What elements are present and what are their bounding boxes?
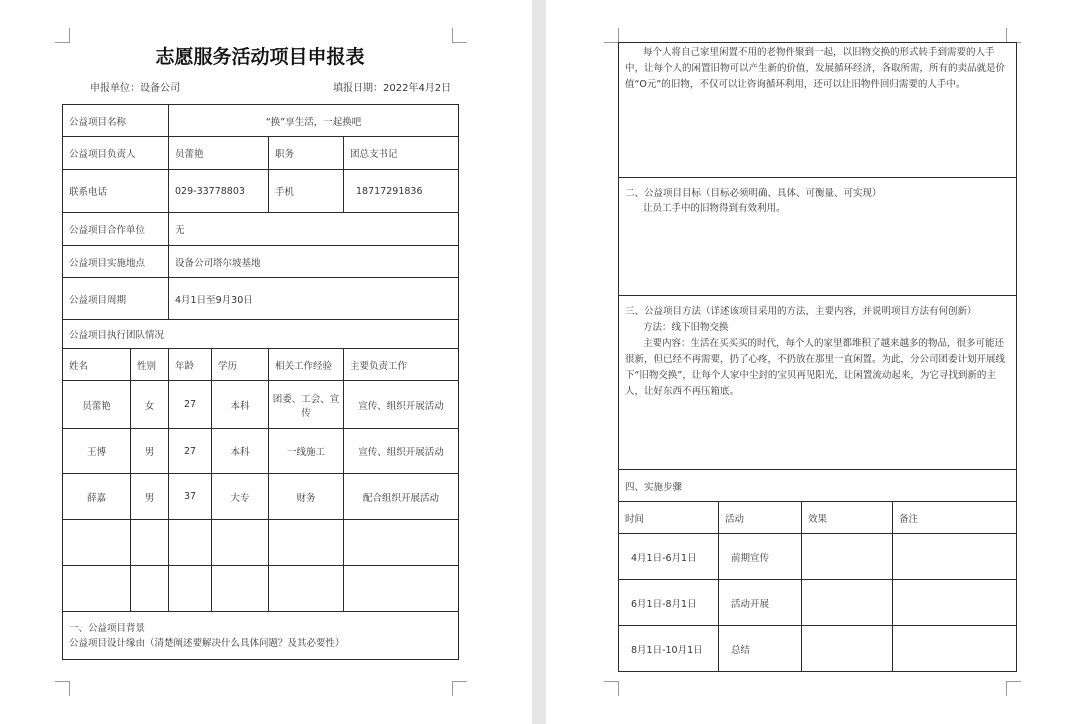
team-cell-empty[interactable] bbox=[269, 566, 344, 612]
steps-cell[interactable]: 6月1日-8月1日 bbox=[619, 580, 719, 626]
team-cell-empty[interactable] bbox=[212, 566, 269, 612]
crop-mark bbox=[1006, 28, 1021, 43]
row-phone bbox=[63, 170, 459, 213]
leader-label: 公益项目负责人 bbox=[63, 137, 169, 170]
team-cell[interactable]: 王博 bbox=[63, 429, 131, 474]
steps-cell[interactable] bbox=[802, 534, 893, 580]
team-cell[interactable]: 薛嘉 bbox=[63, 474, 131, 520]
team-cell[interactable]: 配合组织开展活动 bbox=[344, 474, 459, 520]
application-form-table bbox=[62, 104, 459, 660]
row-background-text bbox=[619, 43, 1017, 178]
steps-heading: 四、实施步骤 bbox=[619, 470, 1017, 502]
steps-cell[interactable]: 总结 bbox=[719, 626, 802, 672]
partner-label: 公益项目合作单位 bbox=[63, 213, 169, 246]
goal-text: 让员工手中的旧物得到有效利用。 bbox=[643, 203, 786, 214]
steps-col-effect: 效果 bbox=[802, 502, 893, 534]
steps-cell[interactable] bbox=[893, 580, 1017, 626]
location-label: 公益项目实施地点 bbox=[63, 246, 169, 278]
team-cell-empty[interactable] bbox=[169, 520, 212, 566]
team-cell[interactable]: 27 bbox=[169, 429, 212, 474]
mobile-value[interactable]: 18717291836 bbox=[344, 170, 459, 213]
partner-value[interactable]: 无 bbox=[169, 213, 459, 246]
team-col-duty: 主要负责工作 bbox=[344, 349, 459, 381]
page-1 bbox=[0, 0, 532, 724]
team-row-empty bbox=[63, 566, 459, 612]
leader-value[interactable]: 员蕾艳 bbox=[169, 137, 269, 170]
team-cell-empty[interactable] bbox=[344, 520, 459, 566]
phone-value[interactable]: 029-33778803 bbox=[169, 170, 269, 213]
background-cell bbox=[63, 612, 459, 660]
steps-cell[interactable] bbox=[802, 580, 893, 626]
row-partner bbox=[63, 213, 459, 246]
row-location bbox=[63, 246, 459, 278]
page-2 bbox=[546, 0, 1080, 724]
row-goal bbox=[619, 178, 1017, 296]
method-cell[interactable] bbox=[619, 296, 1017, 470]
team-cell[interactable]: 27 bbox=[169, 381, 212, 429]
steps-row bbox=[619, 580, 1017, 626]
steps-cell[interactable] bbox=[802, 626, 893, 672]
team-row bbox=[63, 381, 459, 429]
team-cell-empty[interactable] bbox=[131, 566, 169, 612]
application-form-table-continued bbox=[618, 42, 1017, 672]
phone-label: 联系电话 bbox=[63, 170, 169, 213]
team-cell-empty[interactable] bbox=[212, 520, 269, 566]
crop-mark bbox=[452, 681, 467, 696]
team-col-education: 学历 bbox=[212, 349, 269, 381]
team-cell[interactable]: 团委、工会、宣传 bbox=[269, 381, 344, 429]
team-row bbox=[63, 474, 459, 520]
steps-row bbox=[619, 626, 1017, 672]
steps-cell[interactable] bbox=[893, 534, 1017, 580]
steps-header-row bbox=[619, 502, 1017, 534]
steps-col-activity: 活动 bbox=[719, 502, 802, 534]
team-cell[interactable]: 宣传、组织开展活动 bbox=[344, 429, 459, 474]
team-col-gender: 性别 bbox=[131, 349, 169, 381]
team-row bbox=[63, 429, 459, 474]
steps-col-time: 时间 bbox=[619, 502, 719, 534]
team-cell[interactable]: 男 bbox=[131, 474, 169, 520]
crop-mark bbox=[1006, 681, 1021, 696]
period-value[interactable]: 4月1日至9月30日 bbox=[169, 278, 459, 320]
background-text-cell[interactable] bbox=[619, 43, 1017, 178]
team-cell-empty[interactable] bbox=[169, 566, 212, 612]
team-cell[interactable]: 大专 bbox=[212, 474, 269, 520]
team-header-row bbox=[63, 349, 459, 381]
team-row-empty bbox=[63, 520, 459, 566]
team-cell[interactable]: 37 bbox=[169, 474, 212, 520]
row-method bbox=[619, 296, 1017, 470]
steps-cell[interactable]: 4月1日-6月1日 bbox=[619, 534, 719, 580]
team-cell[interactable]: 本科 bbox=[212, 381, 269, 429]
crop-mark bbox=[55, 28, 70, 43]
steps-cell[interactable]: 活动开展 bbox=[719, 580, 802, 626]
steps-col-note: 备注 bbox=[893, 502, 1017, 534]
row-background-heading bbox=[63, 612, 459, 660]
period-label: 公益项目周期 bbox=[63, 278, 169, 320]
steps-row bbox=[619, 534, 1017, 580]
team-col-name: 姓名 bbox=[63, 349, 131, 381]
row-period bbox=[63, 278, 459, 320]
team-cell-empty[interactable] bbox=[344, 566, 459, 612]
team-cell-empty[interactable] bbox=[63, 520, 131, 566]
page-gutter bbox=[532, 0, 546, 724]
team-col-age: 年龄 bbox=[169, 349, 212, 381]
fill-date: 填报日期：2022年4月2日 bbox=[333, 83, 452, 94]
team-cell-empty[interactable] bbox=[63, 566, 131, 612]
method-content: 主要内容：生活在买买买的时代，每个人的家里都堆积了越来越多的物品，很多可能还很新，但已经不再需要，扔了心疼，不扔放在那里一直闲置。为此，分公司团委计划开展线下“旧物交换”，让每个人家中尘封的宝贝再见阳光，让闲置流动起来，为它寻找到新的主人，让好东西不再压箱底。 bbox=[625, 338, 1006, 397]
position-value[interactable]: 团总支书记 bbox=[344, 137, 459, 170]
steps-cell[interactable] bbox=[893, 626, 1017, 672]
team-cell-empty[interactable] bbox=[131, 520, 169, 566]
team-section-label: 公益项目执行团队情况 bbox=[63, 320, 459, 349]
crop-mark bbox=[55, 681, 70, 696]
crop-mark bbox=[604, 681, 619, 696]
row-project-name bbox=[63, 105, 459, 137]
crop-mark bbox=[452, 28, 467, 43]
row-team-title bbox=[63, 320, 459, 349]
method-line: 方法：线下旧物交换 bbox=[643, 322, 729, 333]
mobile-label: 手机 bbox=[269, 170, 344, 213]
location-value[interactable]: 设备公司塔尔坡基地 bbox=[169, 246, 459, 278]
team-cell[interactable]: 男 bbox=[131, 429, 169, 474]
position-label: 职务 bbox=[269, 137, 344, 170]
project-name-value[interactable]: “换”享生活，一起换吧 bbox=[169, 105, 459, 137]
team-cell[interactable]: 财务 bbox=[269, 474, 344, 520]
steps-cell[interactable]: 8月1日-10月1日 bbox=[619, 626, 719, 672]
project-name-label: 公益项目名称 bbox=[63, 105, 169, 137]
team-cell[interactable]: 员蕾艳 bbox=[63, 381, 131, 429]
goal-cell[interactable] bbox=[619, 178, 1017, 296]
background-subheading: 公益项目设计缘由（清楚阐述要解决什么具体问题？及其必要性） bbox=[69, 637, 345, 649]
team-cell[interactable]: 一线施工 bbox=[269, 429, 344, 474]
background-heading: 一、公益项目背景 bbox=[69, 622, 146, 634]
crop-mark bbox=[604, 28, 619, 43]
row-leader bbox=[63, 137, 459, 170]
team-col-experience: 相关工作经验 bbox=[269, 349, 344, 381]
goal-heading: 二、公益项目目标（目标必须明确、具体、可衡量、可实现） bbox=[625, 188, 882, 199]
team-cell[interactable]: 本科 bbox=[212, 429, 269, 474]
background-text: 每个人将自己家里闲置不用的老物件聚到一起，以旧物交换的形式转手到需要的人手中，让每个人的闲置旧物可以产生新的价值，发展循环经济，各取所需，所有的卖品就是价值“O元”的旧物，不仅可以让咨询循环利用，还可以让旧物件回归需要的人手中。 bbox=[625, 47, 1006, 90]
method-heading: 三、公益项目方法（详述该项目采用的方法，主要内容，并说明项目方法有何创新） bbox=[625, 306, 977, 317]
steps-cell[interactable]: 前期宣传 bbox=[719, 534, 802, 580]
applicant-org: 申报单位：设备公司 bbox=[90, 83, 180, 94]
team-cell[interactable]: 女 bbox=[131, 381, 169, 429]
row-steps-heading bbox=[619, 470, 1017, 502]
team-cell[interactable]: 宣传、组织开展活动 bbox=[344, 381, 459, 429]
form-title: 志愿服务活动项目申报表 bbox=[155, 46, 365, 68]
team-cell-empty[interactable] bbox=[269, 520, 344, 566]
